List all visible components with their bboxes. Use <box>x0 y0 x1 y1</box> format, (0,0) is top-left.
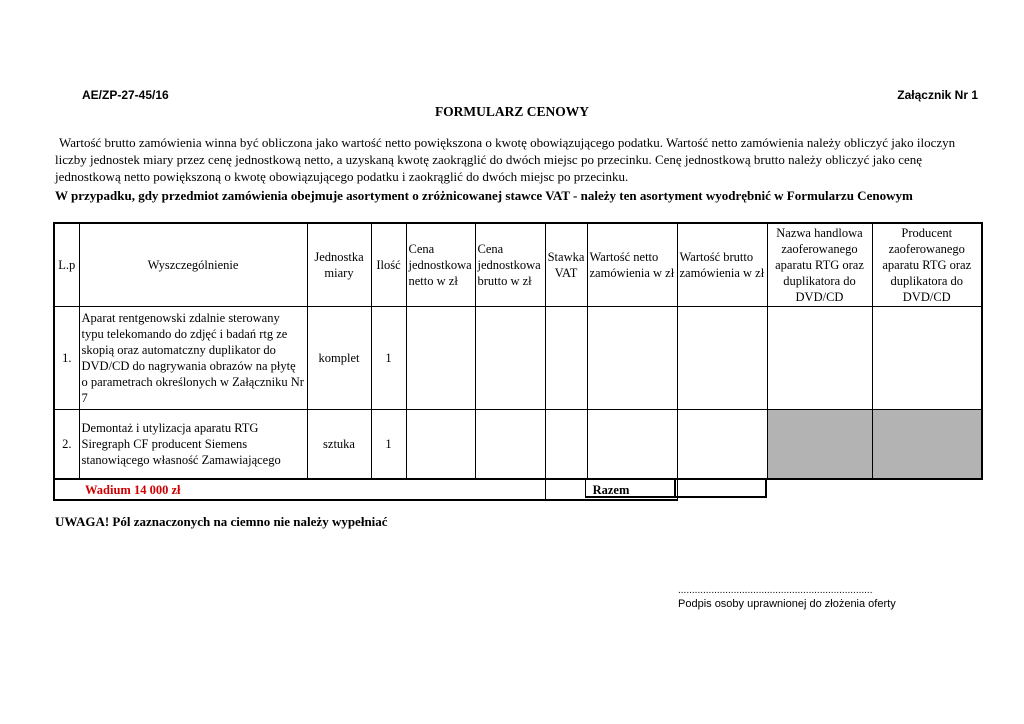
row-unit: sztuka <box>307 410 371 480</box>
row-unit-net-price-cell[interactable] <box>406 410 475 480</box>
intro-paragraph: Wartość brutto zamówienia winna być obliczona jako wartość netto powiększona o kwotę obowiązującego podatku. Wartość netto zamówienia należy obliczyć jako iloczyn liczby jednostek miary przez cenę jednostkową netto, a uzyskaną kwotę zaokrąglić do dwóch miejsc po przecinku. Cenę jednostkową brutto należy obliczyć jako cenę jednostkową netto powiększoną o kwotę obowiązującego podatku i zaokrąglić do dwóch miejsc po przecinku. <box>55 135 956 184</box>
header-lp: L.p <box>54 223 79 307</box>
row-unit-net-price-cell[interactable] <box>406 307 475 410</box>
total-net-value-box[interactable] <box>585 478 675 498</box>
razem-label: Razem <box>545 479 677 500</box>
document-reference: AE/ZP-27-45/16 <box>82 88 169 102</box>
wadium-amount: Wadium 14 000 zł <box>54 479 545 500</box>
page-title: FORMULARZ CENOWY <box>434 104 590 119</box>
shaded-trade-name-cell <box>767 410 872 480</box>
row-item-description: Demontaż i utylizacja aparatu RTG Siregraph CF producent Siemens stanowiącego własność Zamawiającego <box>79 410 307 480</box>
header-vat-rate: Stawka VAT <box>545 223 587 307</box>
header-qty: Ilość <box>371 223 406 307</box>
row-vat-rate-cell[interactable] <box>545 410 587 480</box>
row-producer-cell[interactable] <box>872 307 982 410</box>
row-lp: 1. <box>54 307 79 410</box>
row-qty: 1 <box>371 307 406 410</box>
total-gross-value-box[interactable] <box>675 478 767 498</box>
shaded-producer-cell <box>872 410 982 480</box>
header-trade-name: Nazwa handlowa zaoferowanego aparatu RTG oraz duplikatora do DVD/CD <box>767 223 872 307</box>
row-net-value-cell[interactable] <box>587 410 677 480</box>
header-item: Wyszczególnienie <box>79 223 307 307</box>
header-net-value: Wartość netto zamówienia w zł <box>587 223 677 307</box>
signature-label: Podpis osoby uprawnionej do złożenia oferty <box>678 598 896 610</box>
vat-note: W przypadku, gdy przedmiot zamówienia obejmuje asortyment o zróżnicowanej stawce VAT - należy ten asortyment wyodrębnić w Formularzu Cenowym <box>55 188 913 203</box>
row-unit-gross-price-cell[interactable] <box>475 307 545 410</box>
row-lp: 2. <box>54 410 79 480</box>
row-trade-name-cell[interactable] <box>767 307 872 410</box>
header-unit: Jednostka miary <box>307 223 371 307</box>
price-table <box>53 222 983 501</box>
row-unit: komplet <box>307 307 371 410</box>
header-unit-gross-price: Cena jednostkowa brutto w zł <box>475 223 545 307</box>
row-gross-value-cell[interactable] <box>677 307 767 410</box>
header-producer: Producent zaoferowanego aparatu RTG oraz duplikatora do DVD/CD <box>872 223 982 307</box>
table-row <box>54 410 982 480</box>
annex-label: Załącznik Nr 1 <box>897 88 978 102</box>
header-unit-net-price: Cena jednostkowa netto w zł <box>406 223 475 307</box>
row-qty: 1 <box>371 410 406 480</box>
row-net-value-cell[interactable] <box>587 307 677 410</box>
row-item-description: Aparat rentgenowski zdalnie sterowany typu telekomando do zdjęć i badań rtg ze skopią oraz automatczny duplikator do DVD/CD do nagrywania obrazów na płytę o parametrach określonych w Załączniku Nr 7 <box>79 307 307 410</box>
row-unit-gross-price-cell[interactable] <box>475 410 545 480</box>
header-gross-value: Wartość brutto zamówienia w zł <box>677 223 767 307</box>
summary-row <box>54 479 982 500</box>
row-gross-value-cell[interactable] <box>677 410 767 480</box>
signature-line: ...................................................................... <box>678 585 873 596</box>
table-row <box>54 307 982 410</box>
warning-note: UWAGA! Pól zaznaczonych na ciemno nie należy wypełniać <box>55 514 388 529</box>
row-vat-rate-cell[interactable] <box>545 307 587 410</box>
